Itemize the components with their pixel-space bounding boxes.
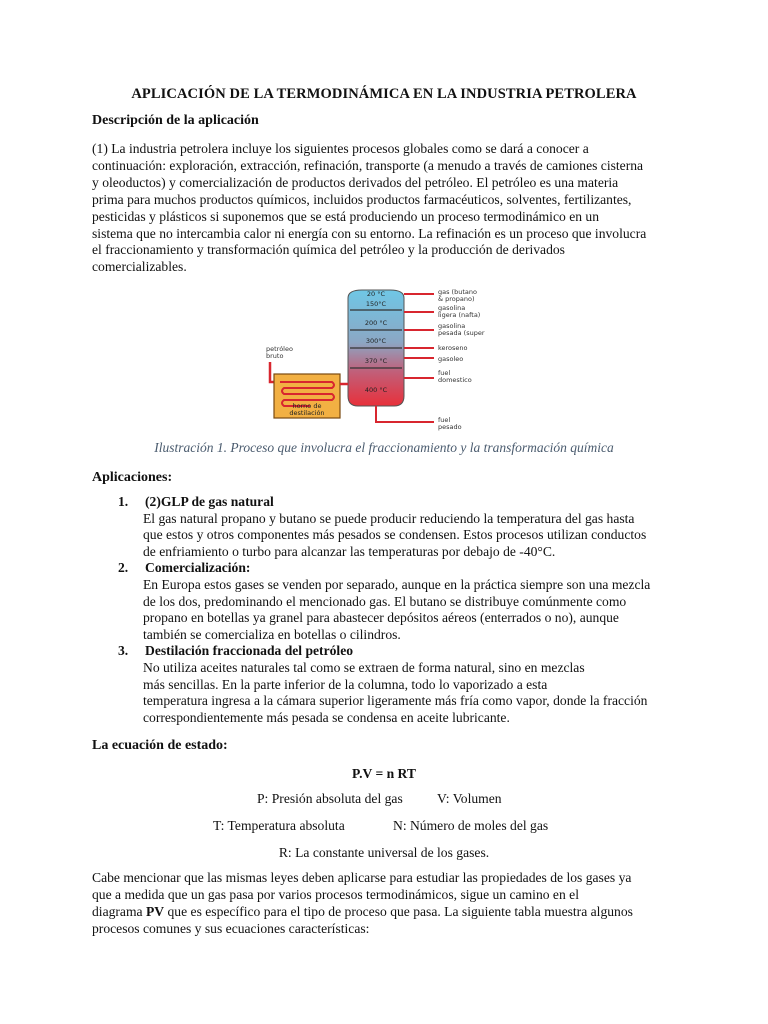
item-line: propano en botellas ya granel para abastecer depósitos aéreos (enterrados o no), aunque	[143, 610, 619, 626]
svg-text:gasoleo	[438, 355, 463, 363]
distillation-figure	[262, 284, 512, 434]
item-line: de enfriamiento o turbo para alcanzar las temperaturas por debajo de -40°C.	[143, 543, 556, 559]
closing-text: diagrama	[92, 903, 146, 919]
product-label: domestico	[438, 376, 472, 384]
intro-paragraph	[92, 141, 682, 276]
list-item	[92, 494, 682, 560]
product-label: gasolina	[438, 304, 466, 312]
product-label: fuel	[438, 369, 451, 377]
intro-line: sistema que no intercambia calor ni energía con su entorno. La refinación es un proceso que involucra	[92, 225, 647, 241]
item-line: de los dos, predominando el mencionado gas. El butano se distribuye comúnmente como	[143, 593, 627, 609]
furnace-label: horno de	[292, 402, 322, 410]
page-title: APLICACIÓN DE LA TERMODINÁMICA EN LA INDUSTRIA PETROLERA	[131, 86, 637, 102]
input-label: bruto	[266, 352, 284, 360]
pv-term: PV	[145, 903, 165, 919]
applications-heading: Aplicaciones:	[92, 470, 173, 485]
intro-line: y oleoductos) y comercialización de productos derivados del petróleo. El petróleo es una materia	[92, 174, 619, 190]
svg-text:pesado	[438, 423, 462, 431]
input-label: petróleo	[266, 345, 293, 353]
item-line: El gas natural propano y butano se puede producir reduciendo la temperatura del gas hasta	[143, 510, 635, 526]
equation-heading: La ecuación de estado:	[92, 738, 228, 753]
temp-label: 150°C	[365, 300, 387, 308]
temp-label: 200 °C	[364, 319, 388, 327]
definition-v: V: Volumen	[437, 791, 502, 806]
item-line: En Europa estos gases se venden por separado, aunque en la práctica siempre son una mezcla	[143, 576, 651, 592]
product-label: keroseno	[438, 344, 468, 352]
state-equation: P.V = n RT	[352, 766, 416, 781]
applications-list	[92, 494, 682, 726]
definition-t: T: Temperatura absoluta	[213, 818, 345, 833]
item-line: No utiliza aceites naturales tal como se extraen de forma natural, sino en mezclas	[143, 659, 585, 675]
item-title: (2)GLP de gas natural	[145, 494, 274, 509]
item-number: 3.	[118, 643, 129, 659]
list-item	[92, 560, 682, 643]
item-line: más sencillas. En la parte inferior de la columna, todo lo vaporizado a esta	[143, 676, 548, 692]
definition-n: N: Número de moles del gas	[393, 818, 549, 833]
svg-text:destilación	[289, 409, 324, 417]
item-body	[92, 511, 682, 561]
product-label: pesada (super	[438, 329, 485, 337]
item-title: Destilación fraccionada del petróleo	[145, 643, 354, 659]
definition-r: R: La constante universal de los gases.	[278, 845, 490, 860]
item-body	[92, 577, 682, 643]
product-label: gasoleo	[438, 355, 464, 363]
figure-caption: Ilustración 1. Proceso que involucra el fraccionamiento y la transformación química	[154, 440, 614, 455]
item-line: que estos y otros componentes más pesados se condensen. Estos procesos utilizan conductos	[143, 527, 647, 543]
svg-text:domestico	[438, 376, 472, 384]
description-heading: Descripción de la aplicación	[92, 113, 259, 128]
definition-p: P: Presión absoluta del gas	[257, 791, 403, 806]
temp-label: 300°C	[365, 337, 387, 345]
intro-line: continuación: exploración, extracción, refinación, transporte (a menudo a través de camiones cisterna	[92, 157, 644, 173]
temp-label: 370 °C	[364, 357, 388, 365]
product-label: pesado	[438, 423, 462, 431]
closing-text: que es específico para el tipo de proceso que pasa. La siguiente tabla muestra algunos	[164, 903, 633, 919]
intro-line: (1) La industria petrolera incluye los siguientes procesos globales como se dará a conocer a	[92, 141, 589, 156]
closing-line	[92, 904, 682, 921]
closing-line: procesos comunes y sus ecuaciones características:	[92, 920, 370, 936]
closing-paragraph	[92, 870, 682, 938]
product-label: ligera (nafta)	[438, 311, 481, 319]
intro-line: prima para muchos productos químicos, incluidos productos farmacéuticos, solventes, fertilizantes,	[92, 191, 632, 207]
item-line: correspondientemente más pesada se condensa en aceite lubricante.	[143, 709, 510, 725]
svg-text:& propano)	[438, 295, 475, 303]
svg-text:ligera (nafta)	[438, 311, 480, 319]
furnace-label: destilación	[289, 409, 325, 417]
crude-inlet-pipe	[270, 362, 274, 382]
svg-text:pesada (super	[438, 329, 485, 337]
product-label: & propano)	[438, 295, 475, 303]
product-label: fuel	[438, 416, 451, 424]
closing-line: Cabe mencionar que las mismas leyes deben aplicarse para estudiar las propiedades de los gases ya	[92, 870, 632, 885]
temp-label: 400 °C	[364, 386, 388, 394]
item-line: también se comercializa en botellas o cilindros.	[143, 626, 401, 642]
temp-label: 20 °C	[366, 290, 386, 298]
intro-line: comercializables.	[92, 259, 187, 275]
product-label: gas (butano	[438, 288, 477, 296]
intro-line: el fraccionamiento y transformación química del petróleo y la producción de derivados	[92, 242, 565, 258]
item-number: 2.	[118, 560, 129, 576]
item-body	[92, 660, 682, 726]
product-label: gasolina	[438, 322, 466, 330]
list-item	[92, 643, 682, 726]
item-number: 1.	[118, 494, 129, 509]
item-title: Comercialización:	[145, 560, 251, 576]
svg-text:bruto	[266, 352, 283, 360]
svg-text:keroseno	[438, 344, 468, 352]
intro-line: pesticidas y plásticos si suponemos que se está produciendo un proceso termodinámico en un	[92, 208, 600, 224]
closing-line: que a medida que un gas pasa por varios procesos termodinámicos, sigue un camino en el	[92, 886, 579, 902]
item-line: temperatura ingresa a la cámara superior ligeramente más fría como vapor, donde la fracción	[143, 693, 648, 709]
